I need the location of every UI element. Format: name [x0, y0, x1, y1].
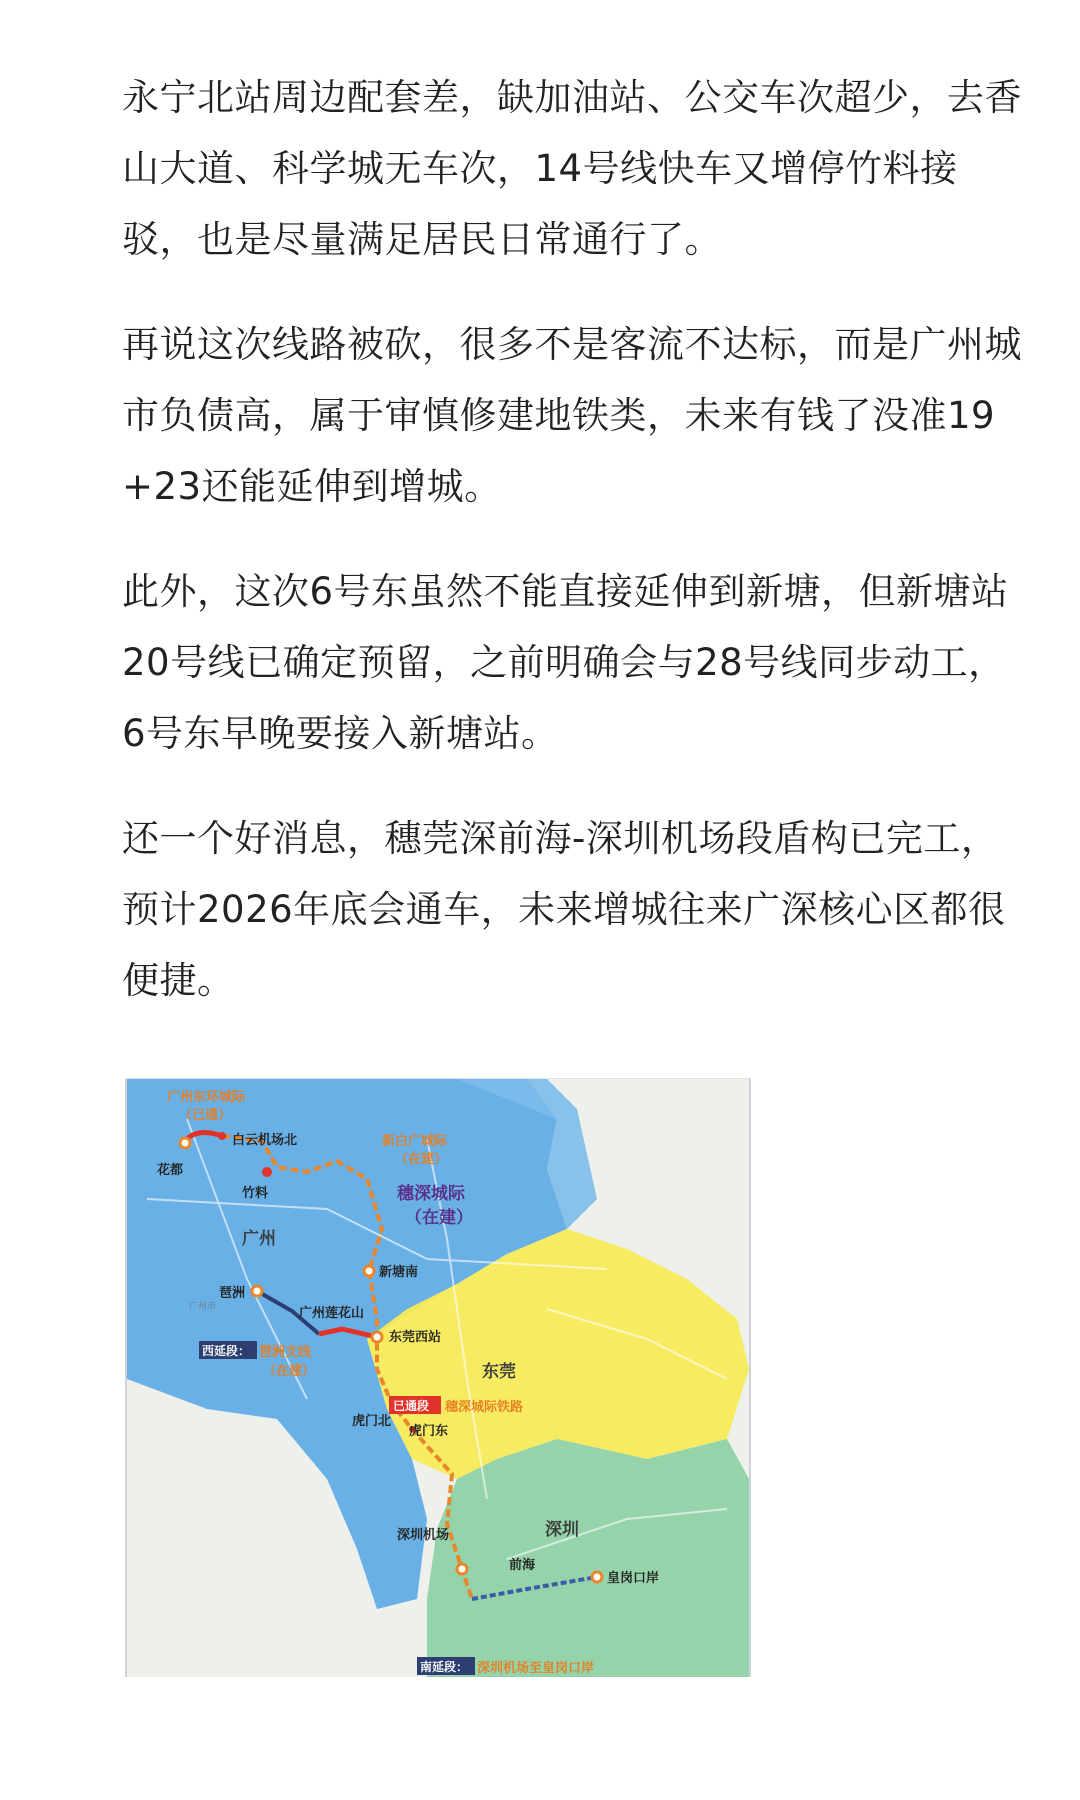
station-pazhou: 琶洲 [219, 1286, 246, 1301]
xinbai-status: （在建） [395, 1152, 448, 1167]
east-ring-label: 广州东环城际 [167, 1090, 246, 1105]
station-shenzhen-airport: 深圳机场 [397, 1528, 450, 1543]
west-ext-status: （在建） [263, 1364, 316, 1379]
station-huadu: 花都 [157, 1163, 184, 1178]
rail-map-image[interactable] [125, 1078, 751, 1677]
xinbai-label: 新白广城际 [382, 1134, 448, 1149]
label-guangzhou: 广州 [242, 1229, 276, 1249]
south-ext-name: 深圳机场至皇岗口岸 [477, 1661, 595, 1676]
opened-name: 穗深城际铁路 [445, 1400, 524, 1415]
rail-map-svg [127, 1079, 749, 1677]
paragraph-1: 永宁北站周边配套差，缺加油站、公交车次超少，去香山大道、科学城无车次，14号线快车又增停竹料接驳，也是尽量满足居民日常通行了。 [122, 76, 1022, 261]
paragraph-4: 还一个好消息，穗莞深前海-深圳机场段盾构已完工，预计2026年底会通车，未来增城往来广深核心区都很便捷。 [122, 817, 1006, 1002]
article-body [122, 62, 1022, 1050]
west-ext-tag: 西延段： [202, 1344, 251, 1358]
suishen-status: （在建） [405, 1208, 473, 1228]
station-dongguan-west: 东莞西站 [389, 1330, 442, 1345]
station-huanggang: 皇岗口岸 [607, 1571, 660, 1586]
station-lianhuashan: 广州莲花山 [299, 1306, 365, 1321]
shenzhen-region [427, 1439, 749, 1677]
label-guangzhou-shi: 广州市 [189, 1302, 217, 1312]
east-ring-status: （已通） [179, 1108, 232, 1123]
station-humen-east: 虎门东 [409, 1424, 449, 1439]
station-qianhai: 前海 [509, 1558, 536, 1573]
station-baiyun-airport-north: 白云机场北 [232, 1133, 298, 1148]
suishen-label: 穗深城际 [397, 1184, 465, 1204]
west-ext-name: 琶洲支线 [259, 1345, 312, 1360]
paragraph-2: 再说这次线路被砍，很多不是客流不达标，而是广州城市负债高，属于审慎修建地铁类，未来有钱了没准19+23还能延伸到增城。 [122, 323, 1022, 508]
label-shenzhen: 深圳 [545, 1520, 579, 1540]
station-humen-north: 虎门北 [352, 1414, 392, 1429]
label-dongguan: 东莞 [482, 1362, 516, 1382]
station-zhuliao: 竹料 [242, 1186, 269, 1201]
opened-tag: 已通段 [393, 1399, 430, 1413]
south-ext-tag: 南延段： [420, 1660, 469, 1674]
station-xintang-south: 新塘南 [379, 1265, 419, 1280]
paragraph-3: 此外，这次6号东虽然不能直接延伸到新塘，但新塘站20号线已确定预留，之前明确会与28号线同步动工，6号东早晚要接入新塘站。 [122, 570, 1009, 755]
